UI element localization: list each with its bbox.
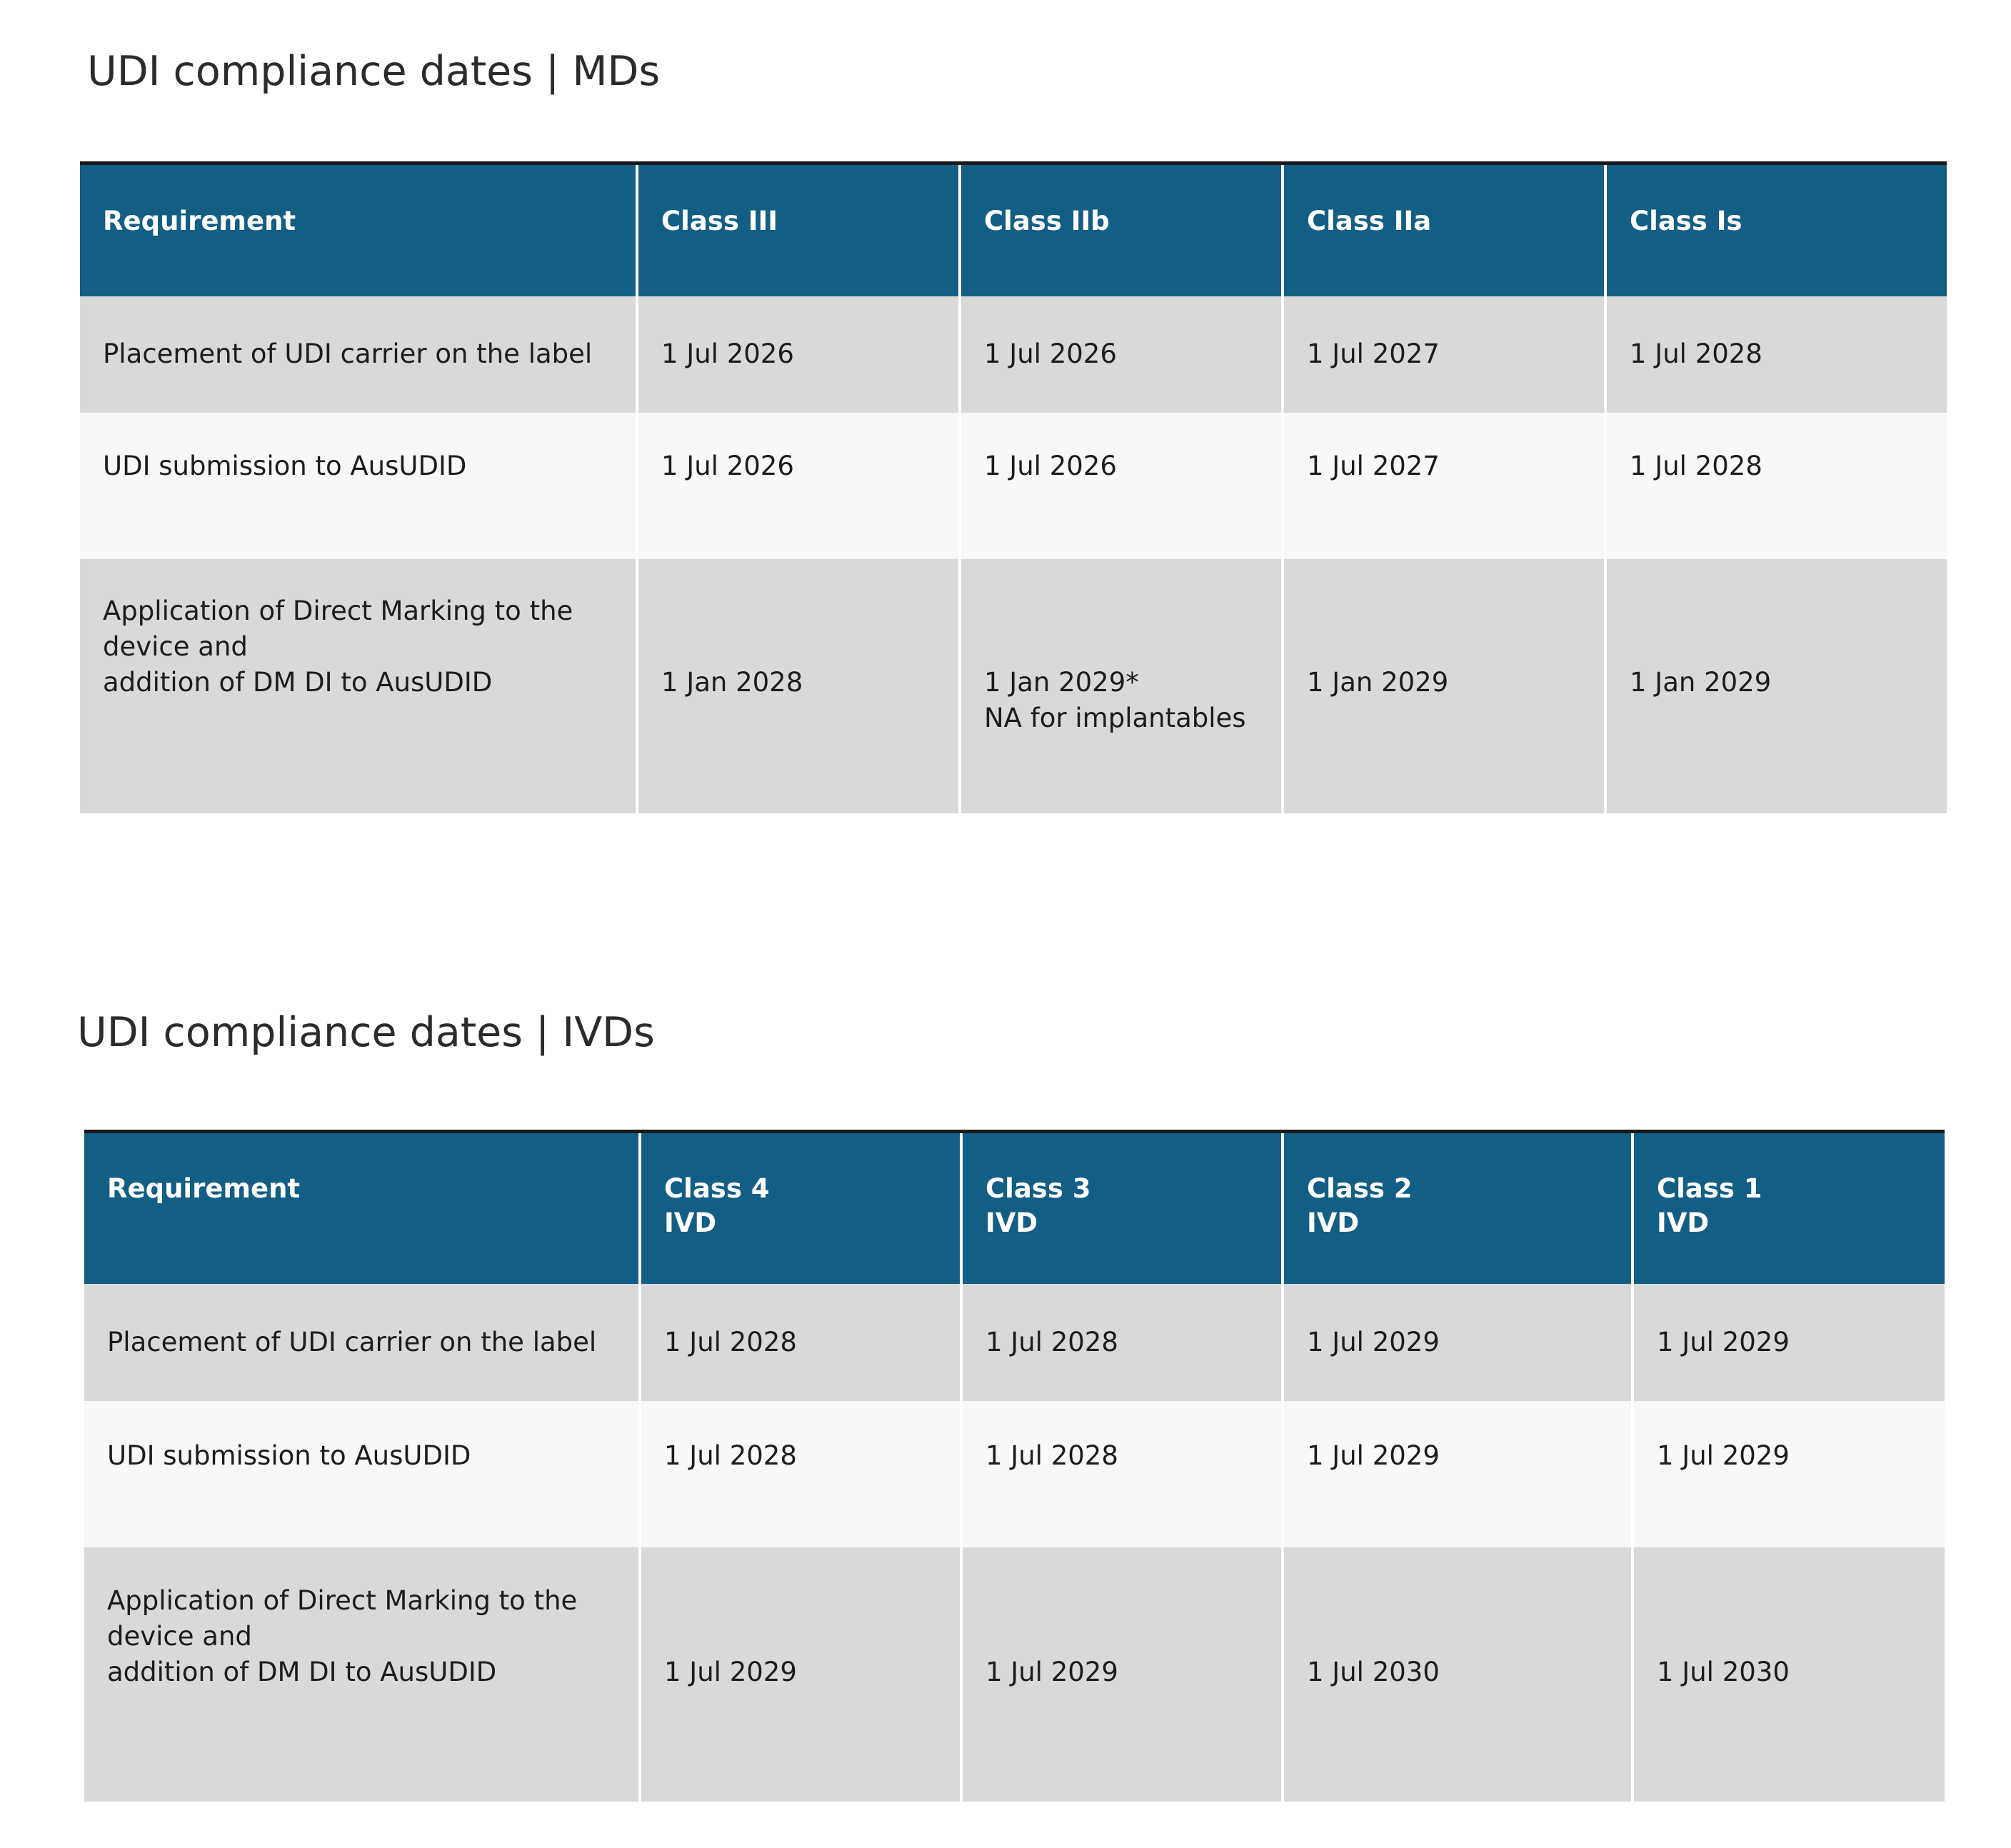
date-cell: 1 Jul 2029	[1283, 1401, 1633, 1547]
ivd-section-title: UDI compliance dates | IVDs	[77, 1009, 655, 1056]
date-cell: 1 Jul 2026	[960, 296, 1283, 413]
header-class-1-ivd: Class 1 IVD	[1633, 1132, 1945, 1284]
date-cell: 1 Jan 2028	[637, 559, 960, 813]
table-row	[80, 413, 1947, 559]
date-cell: 1 Jul 2026	[637, 296, 960, 413]
md-section-title: UDI compliance dates | MDs	[87, 48, 661, 95]
header-class-4-ivd: Class 4 IVD	[640, 1132, 961, 1284]
date-cell: 1 Jul 2028	[961, 1284, 1283, 1401]
date-cell: 1 Jul 2028	[1605, 413, 1947, 559]
date-cell: 1 Jan 2029* NA for implantables	[960, 559, 1283, 813]
date-cell: 1 Jul 2029	[1633, 1401, 1945, 1547]
header-requirement: Requirement	[80, 164, 637, 296]
table-row	[80, 296, 1947, 413]
date-cell: 1 Jul 2029	[640, 1547, 961, 1802]
requirement-cell: Application of Direct Marking to the device and addition of DM DI to AusUDID	[84, 1547, 640, 1802]
ivd-compliance-table	[84, 1130, 1945, 1802]
date-cell: 1 Jul 2029	[1633, 1284, 1945, 1401]
table-row	[84, 1401, 1945, 1547]
date-cell: 1 Jul 2027	[1283, 296, 1605, 413]
table-header-row	[84, 1132, 1945, 1284]
requirement-cell: Placement of UDI carrier on the label	[84, 1284, 640, 1401]
date-cell: 1 Jul 2026	[960, 413, 1283, 559]
requirement-cell: Application of Direct Marking to the device and addition of DM DI to AusUDID	[80, 559, 637, 813]
requirement-cell: UDI submission to AusUDID	[84, 1401, 640, 1547]
date-cell: 1 Jul 2030	[1283, 1547, 1633, 1802]
date-cell: 1 Jul 2030	[1633, 1547, 1945, 1802]
header-requirement: Requirement	[84, 1132, 640, 1284]
header-class-iii: Class III	[637, 164, 960, 296]
md-compliance-table	[80, 161, 1947, 813]
date-cell: 1 Jan 2029	[1605, 559, 1947, 813]
date-cell: 1 Jul 2028	[640, 1284, 961, 1401]
date-cell: 1 Jul 2028	[1605, 296, 1947, 413]
date-cell: 1 Jul 2029	[1283, 1284, 1633, 1401]
requirement-cell: UDI submission to AusUDID	[80, 413, 637, 559]
table-row	[84, 1547, 1945, 1802]
table-row	[80, 559, 1947, 813]
header-class-3-ivd: Class 3 IVD	[961, 1132, 1283, 1284]
table-row	[84, 1284, 1945, 1401]
date-cell: 1 Jul 2027	[1283, 413, 1605, 559]
table-header-row	[80, 164, 1947, 296]
requirement-cell: Placement of UDI carrier on the label	[80, 296, 637, 413]
date-cell: 1 Jul 2026	[637, 413, 960, 559]
header-class-2-ivd: Class 2 IVD	[1283, 1132, 1633, 1284]
date-cell: 1 Jan 2029	[1283, 559, 1605, 813]
header-class-iia: Class IIa	[1283, 164, 1605, 296]
header-class-iib: Class IIb	[960, 164, 1283, 296]
date-cell: 1 Jul 2028	[961, 1401, 1283, 1547]
date-cell: 1 Jul 2029	[961, 1547, 1283, 1802]
date-cell: 1 Jul 2028	[640, 1401, 961, 1547]
header-class-is: Class Is	[1605, 164, 1947, 296]
